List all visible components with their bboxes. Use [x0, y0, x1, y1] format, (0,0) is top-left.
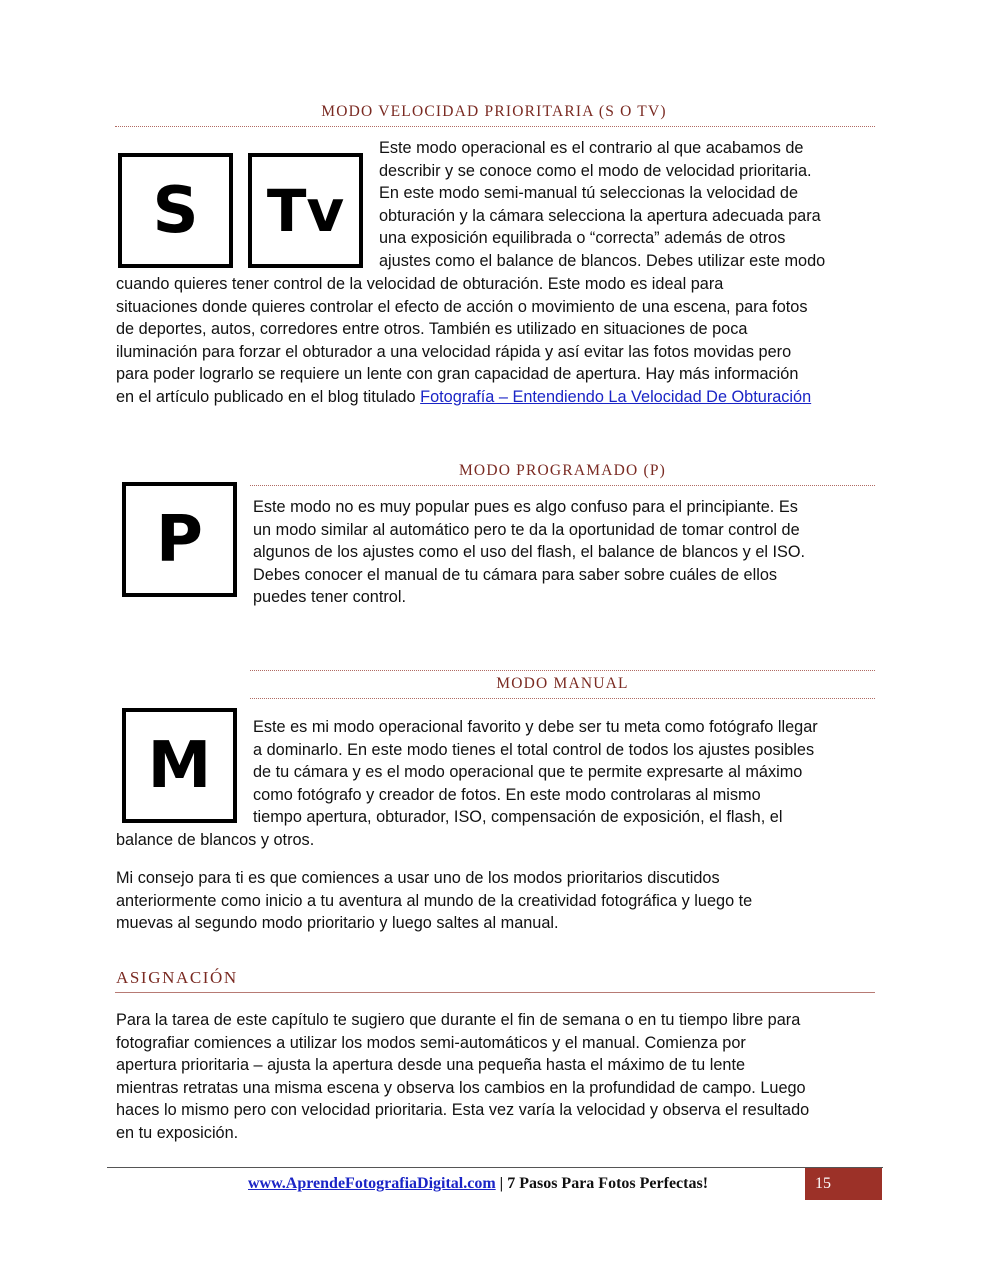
paragraph-line: Este es mi modo operacional favorito y debe ser tu meta como fotógrafo llegar: [253, 718, 818, 736]
paragraph-line: puedes tener control.: [253, 588, 406, 607]
s-mode-icon: [118, 153, 233, 268]
heading-divider-top: [250, 670, 875, 671]
tv-mode-letters: Tv: [266, 176, 345, 245]
paragraph-line: a dominarlo. En este modo tienes el total control de todos los ajustes posibles: [253, 740, 815, 759]
shutter-paragraph-wrapped: [379, 137, 879, 273]
paragraph-line: Este modo no es muy popular pues es algo confuso para el principiante. Es: [253, 498, 798, 516]
paragraph-line: anteriormente como inicio a tu aventura al mundo de la creatividad fotográfica y luego te: [116, 891, 753, 910]
tv-mode-icon: [248, 153, 363, 268]
paragraph-line: como fotógrafo y creador de fotos. En este modo controlaras al mismo: [253, 785, 761, 804]
paragraph-line: obturación y la cámara selecciona la apertura adecuada para: [379, 206, 821, 225]
paragraph-line: en tu exposición.: [116, 1123, 239, 1142]
s-mode-letter: S: [152, 173, 199, 248]
assignment-paragraph: [116, 1009, 886, 1145]
paragraph-line: En este modo semi-manual tú seleccionas la velocidad de: [379, 184, 799, 203]
paragraph-line: ajustes como el balance de blancos. Debes utilizar este modo: [379, 251, 826, 270]
heading-divider: [115, 126, 875, 127]
heading-divider: [250, 485, 875, 486]
footer: [248, 1175, 708, 1193]
paragraph-line: fotografiar comiences a utilizar los modos semi-automáticos y el manual. Comienza por: [116, 1033, 746, 1052]
section-heading-shutter-priority: MODO VELOCIDAD PRIORITARIA (S O TV): [321, 103, 667, 120]
paragraph-line: para poder lograrlo se requiere un lente con gran capacidad de apertura. Hay más información: [116, 365, 799, 384]
paragraph-line: Para la tarea de este capítulo te sugiero que durante el fin de semana o en tu tiempo libre para: [116, 1011, 801, 1029]
shutter-paragraph-full: [116, 273, 886, 409]
m-mode-letter: M: [147, 728, 212, 803]
paragraph-line: iluminación para forzar el obturador a una velocidad rápida y así evitar las fotos movidas pero: [116, 342, 792, 361]
p-mode-letter: P: [156, 502, 203, 577]
m-mode-icon: [122, 708, 237, 823]
section-heading-manual: MODO MANUAL: [496, 675, 629, 692]
paragraph-line: Este modo operacional es el contrario al que acabamos de: [379, 139, 804, 157]
website-link[interactable]: www.AprendeFotografiaDigital.com: [248, 1175, 496, 1192]
p-mode-icon: [122, 482, 237, 597]
section-heading-program: MODO PROGRAMADO (P): [458, 462, 667, 479]
paragraph-line: balance de blancos y otros.: [116, 831, 315, 849]
book-title: 7 Pasos Para Fotos Perfectas!: [507, 1175, 709, 1192]
paragraph-line: de tu cámara y es el modo operacional que te permite expresarte al máximo: [253, 763, 803, 782]
paragraph-line: haces lo mismo pero con velocidad prioritaria. Esta vez varía la velocidad y observa el resultado: [116, 1101, 810, 1120]
paragraph-line: situaciones donde quieres controlar el efecto de acción o movimiento de una escena, para fotos: [116, 297, 808, 316]
paragraph-line: muevas al segundo modo prioritario y luego saltes al manual.: [116, 914, 559, 933]
paragraph-line: un modo similar al automático pero te da la oportunidad de tomar control de: [253, 520, 800, 539]
footer-separator: |: [495, 1175, 508, 1192]
section-heading-assignment: ASIGNACIÓN: [116, 968, 238, 987]
paragraph-text: en el artículo publicado en el blog titulado: [116, 387, 421, 406]
program-paragraph: [253, 496, 878, 609]
paragraph-line-with-link: [116, 386, 886, 409]
paragraph-line: cuando quieres tener control de la velocidad de obturación. Este modo es ideal para: [116, 275, 724, 293]
paragraph-line: mientras retratas una misma escena y observa los cambios en la profundidad de campo. Luego: [116, 1078, 806, 1097]
advice-paragraph: [116, 867, 886, 935]
paragraph-line: Mi consejo para ti es que comiences a usar uno de los modos prioritarios discutidos: [116, 869, 720, 887]
paragraph-line: de deportes, autos, corredores entre otros. También es utilizado en situaciones de poca: [116, 320, 748, 339]
paragraph-line: Debes conocer el manual de tu cámara para saber sobre cuáles de ellos: [253, 565, 778, 584]
heading-divider: [115, 992, 875, 993]
page-number: 15: [815, 1175, 831, 1192]
paragraph-line: tiempo apertura, obturador, ISO, compensación de exposición, el flash, el: [253, 808, 783, 827]
paragraph-line: algunos de los ajustes como el uso del flash, el balance de blancos y el ISO.: [253, 543, 806, 562]
manual-paragraph-wrapped: [253, 716, 883, 829]
shutter-speed-article-link[interactable]: Fotografía – Entendiendo La Velocidad De Obturación: [420, 387, 812, 406]
paragraph-line: una exposición equilibrada o “correcta” además de otros: [379, 229, 786, 248]
paragraph-line: apertura prioritaria – ajusta la apertura desde una pequeña hasta el máximo de tu lente: [116, 1056, 746, 1075]
page-number-box: [805, 1168, 882, 1200]
footer-divider: [107, 1167, 883, 1168]
heading-divider: [250, 698, 875, 699]
paragraph-line: describir y se conoce como el modo de velocidad prioritaria.: [379, 161, 812, 180]
manual-paragraph-full: [116, 829, 886, 852]
